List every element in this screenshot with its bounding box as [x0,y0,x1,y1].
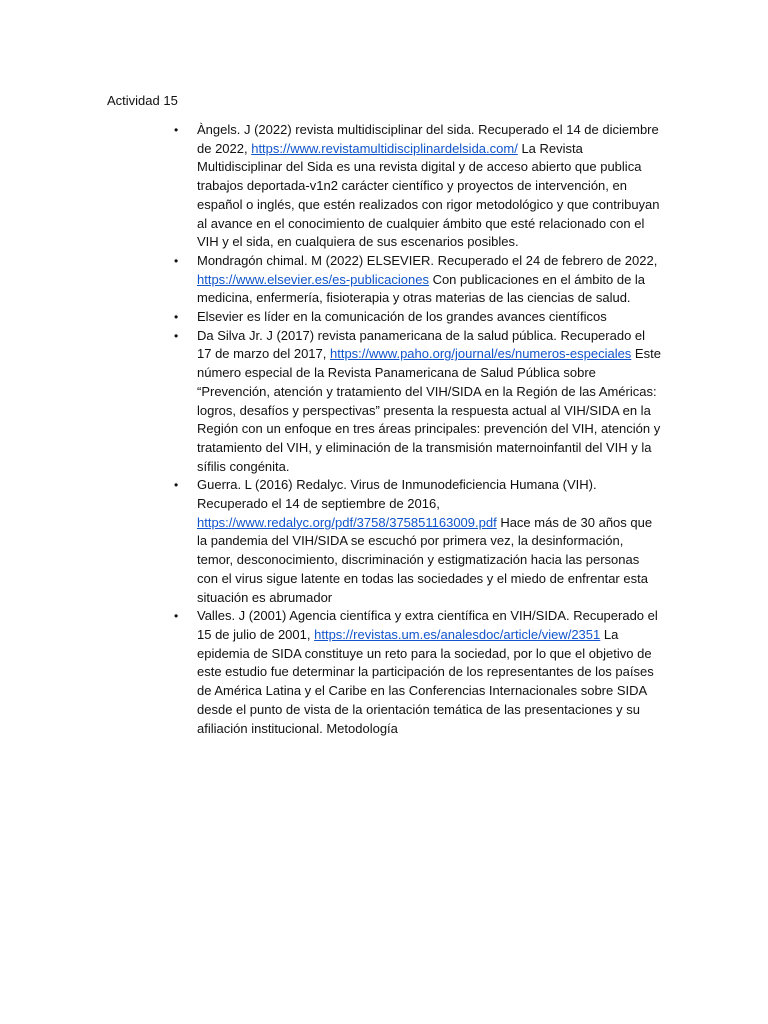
reference-text: Elsevier es líder en la comunicación de los grandes avances científicos [197,309,607,325]
reference-item-4 [174,327,663,477]
reference-item-3 [174,308,663,327]
reference-link[interactable]: https://revistas.um.es/analesdoc/article/view/2351 [314,626,601,642]
document-title: Actividad 15 [107,93,178,108]
reference-text-before: Mondragón chimal. M (2022) ELSEVIER. Recuperado el 24 de febrero de 2022, [197,252,658,268]
reference-item-6 [174,607,663,738]
bullet-icon: • [174,253,179,268]
bullet-icon: • [174,123,179,137]
reference-link[interactable]: https://www.paho.org/journal/es/numeros-especiales [329,346,632,362]
reference-list [174,121,663,738]
bullet-icon: • [174,310,179,325]
reference-link[interactable]: https://www.redalyc.org/pdf/3758/375851163009.pdf [197,514,497,530]
reference-link[interactable]: https://www.revistamultidisciplinardelsida.com/ [251,140,518,156]
reference-link[interactable]: https://www.elsevier.es/es-publicaciones [197,271,429,287]
reference-text-after: La epidemia de SIDA constituye un reto para la sociedad, por lo que el objetivo de este estudio fue determinar la participación de los representantes de los países de América Latina y el Caribe en las Conferencias Internacionales sobre SIDA desde el punto de vista de la orientación temática de las presentaciones y su afiliación institucional. Metodología [197,626,654,736]
reference-text-before: Valles. J (2001) Agencia científica y extra científica en VIH/SIDA. Recuperado el 15 de julio de 2001, [197,608,658,642]
reference-item-1 [174,121,663,252]
reference-text-after: La Revista Multidisciplinar del Sida es una revista digital y de acceso abierto que publica trabajos deportada-v1n2 carácter científico y proyectos de intervención, en español o inglés, que estén realizados con rigor metodológico y que contribuyan al avance en el conocimiento de cualquier ámbito que esté relacionado con el VIH y el sida, en cualquiera de sus escenarios posibles. [197,140,660,250]
bullet-icon: • [174,328,179,343]
reference-text-before: Àngels. J (2022) revista multidisciplinar del sida. Recuperado el 14 de diciembre de 2022, [197,122,659,156]
reference-text-after: Con publicaciones en el ámbito de la medicina, enfermería, fisioterapia y otras materias de las ciencias de salud. [197,271,646,306]
bullet-icon: • [174,478,179,493]
reference-text-before: Da Silva Jr. J (2017) revista panamericana de la salud pública. Recuperado el 17 de marzo del 2017, [197,327,646,362]
reference-item-5 [174,476,663,607]
reference-text-after: Este número especial de la Revista Panamericana de Salud Pública sobre “Prevención, atención y tratamiento del VIH/SIDA en la Región de las Américas: logros, desafíos y perspectivas” presenta la respuesta actual al VIH/SIDA en la Región con un enfoque en tres áreas principales: prevención del VIH, atención y tratamiento del VIH, y eliminación de la transmisión maternoinfantil del VIH y la sífilis congénita. [197,346,661,474]
reference-item-2 [174,252,663,308]
reference-text-before: Guerra. L (2016) Redalyc. Virus de Inmunodeficiencia Humana (VIH). Recuperado el 14 de septiembre de 2016, [197,477,597,512]
reference-text-after: Hace más de 30 años que la pandemia del VIH/SIDA se escuchó por primera vez, la desinformación, temor, desconocimiento, discriminación y estigmatización hacia las personas con el virus sigue latente en todas las sociedades y el miedo de enfrentar esta situación es abrumador [197,514,653,605]
bullet-icon: • [174,609,179,624]
